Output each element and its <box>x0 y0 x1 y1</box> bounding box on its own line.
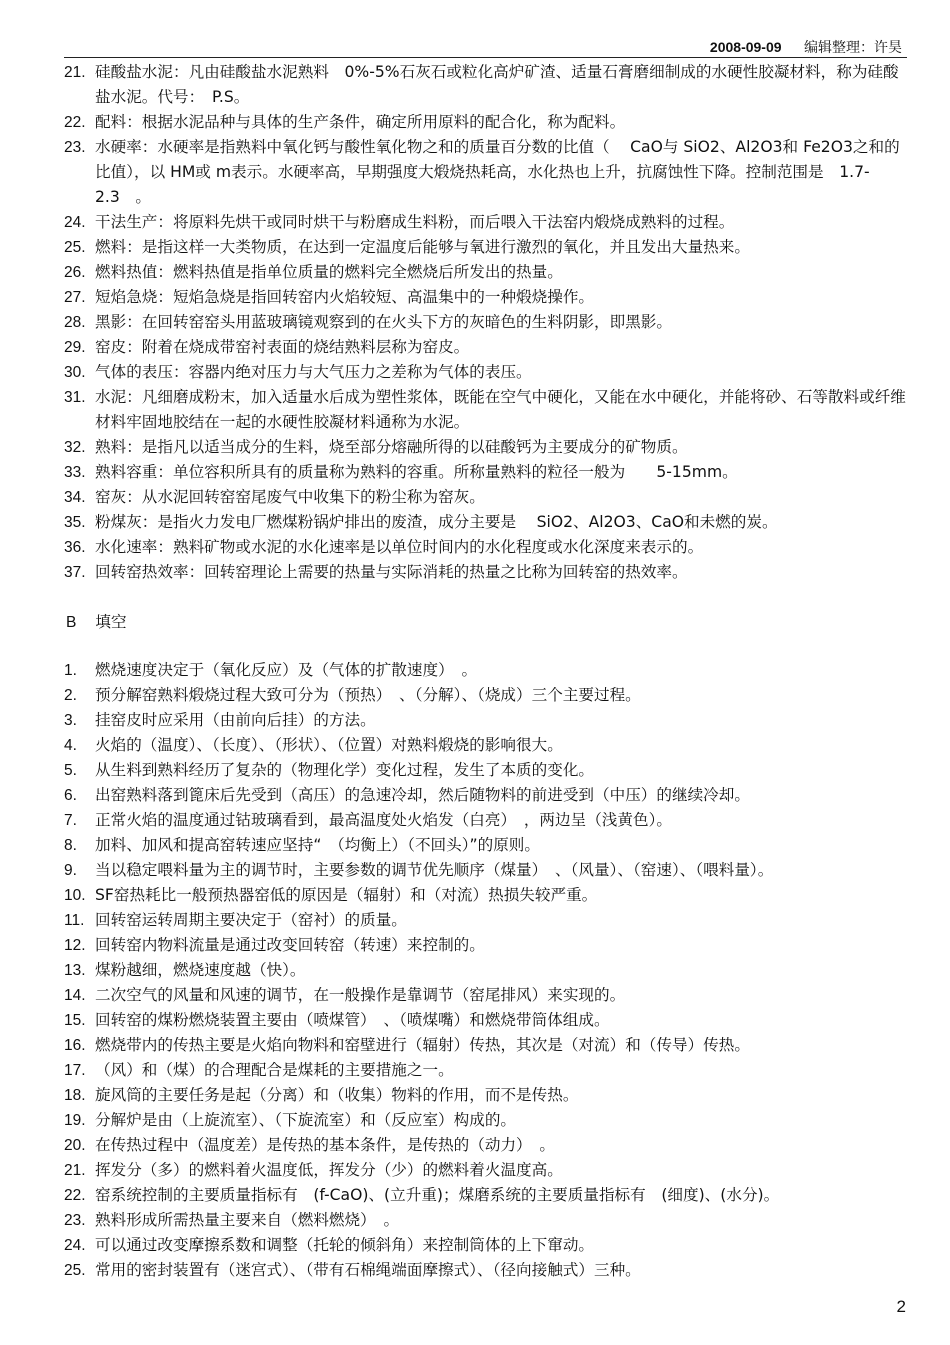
list-item <box>64 260 909 285</box>
item-text: 火焰的（温度）、（长度）、（形状）、（位置）对熟料煅烧的影响很大。 <box>95 736 563 754</box>
item-number: 21. <box>64 1162 86 1179</box>
item-text: 短焰急烧：短焰急烧是指回转窑内火焰较短、高温集中的一种煅烧操作。 <box>95 288 595 306</box>
item-number: 17. <box>64 1062 86 1079</box>
header-editor: 编辑整理：许昊 <box>804 40 902 56</box>
item-text: 常用的密封装置有（迷宫式）、（带有石棉绳端面摩擦式）、（径向接触式）三种。 <box>95 1261 641 1279</box>
header-rule <box>64 57 907 58</box>
list-item <box>64 1008 909 1033</box>
item-number: 3. <box>64 712 77 729</box>
item-text: 在传热过程中（温度差）是传热的基本条件，是传热的（动力） 。 <box>95 1136 556 1154</box>
item-number: 29. <box>64 339 86 356</box>
item-number: 2. <box>64 687 77 704</box>
list-item <box>64 460 909 485</box>
fill-in-list <box>64 658 909 1283</box>
item-number: 20. <box>64 1137 86 1154</box>
list-item <box>64 310 909 335</box>
list-item <box>64 783 909 808</box>
item-text: 水化速率：熟料矿物或水泥的水化速率是以单位时间内的水化程度或水化深度来表示的。 <box>95 538 704 556</box>
list-item <box>64 485 909 510</box>
item-text: 二次空气的风量和风速的调节，在一般操作是靠调节（窑尾排风）来实现的。 <box>95 986 626 1004</box>
item-text: 熟料形成所需热量主要来自（燃料燃烧） 。 <box>95 1211 400 1229</box>
item-number: 13. <box>64 962 86 979</box>
item-text: 当以稳定喂料量为主的调节时，主要参数的调节优先顺序（煤量） 、（风量）、（窑速）、（喂料量）。 <box>95 861 774 879</box>
item-text: 燃料热值：燃料热值是指单位质量的燃料完全燃烧后所发出的热量。 <box>95 263 563 281</box>
list-item <box>64 360 909 385</box>
item-number: 11. <box>64 912 85 929</box>
item-number: 36. <box>64 539 86 556</box>
item-text: 窑系统控制的主要质量指标有 (f-CaO)、(立升重)；煤磨系统的主要质量指标有 (细度)、(水分)。 <box>95 1186 780 1204</box>
page-header <box>710 37 902 57</box>
list-item <box>64 908 909 933</box>
list-item <box>64 733 909 758</box>
list-item <box>64 135 909 210</box>
list-item <box>64 535 909 560</box>
list-item <box>64 658 909 683</box>
list-item <box>64 1233 909 1258</box>
item-text: 燃料：是指这样一大类物质，在达到一定温度后能够与氧进行激烈的氧化，并且发出大量热来。 <box>95 238 750 256</box>
list-item <box>64 560 909 585</box>
list-item <box>64 1258 909 1283</box>
item-number: 9. <box>64 862 77 879</box>
item-number: 23. <box>64 1212 86 1229</box>
item-number: 8. <box>64 837 77 854</box>
item-text: 挂窑皮时应采用（由前向后挂）的方法。 <box>95 711 376 729</box>
item-number: 21. <box>64 64 86 81</box>
item-number: 12. <box>64 937 86 954</box>
item-text: 粉煤灰：是指火力发电厂燃煤粉锅炉排出的废渣，成分主要是 SiO2、Al2O3、CaO和未燃的炭。 <box>95 513 778 531</box>
item-number: 18. <box>64 1087 86 1104</box>
item-number: 5. <box>64 762 77 779</box>
item-number: 4. <box>64 737 77 754</box>
document-body <box>64 60 909 1283</box>
item-text: 回转窑内物料流量是通过改变回转窑（转速）来控制的。 <box>95 936 485 954</box>
item-number: 24. <box>64 1237 86 1254</box>
list-item <box>64 510 909 535</box>
item-number: 16. <box>64 1037 86 1054</box>
item-text: 燃烧带内的传热主要是火焰向物料和窑壁进行（辐射）传热，其次是（对流）和（传导）传热。 <box>95 1036 750 1054</box>
item-text: 熟料：是指凡以适当成分的生料，烧至部分熔融所得的以硅酸钙为主要成分的矿物质。 <box>95 438 688 456</box>
item-number: 30. <box>64 364 86 381</box>
item-number: 15. <box>64 1012 86 1029</box>
list-item <box>64 808 909 833</box>
list-item <box>64 1058 909 1083</box>
list-item <box>64 285 909 310</box>
list-item <box>64 335 909 360</box>
section-title: 填空 <box>95 613 127 631</box>
item-number: 6. <box>64 787 77 804</box>
item-number: 34. <box>64 489 86 506</box>
item-text: 回转窑的煤粉燃烧装置主要由（喷煤管） 、（喷煤嘴）和燃烧带筒体组成。 <box>95 1011 610 1029</box>
item-text: 燃烧速度决定于（氧化反应）及（气体的扩散速度） 。 <box>95 661 478 679</box>
item-number: 19. <box>64 1112 86 1129</box>
list-item <box>64 858 909 883</box>
list-item <box>64 235 909 260</box>
item-number: 25. <box>64 1262 86 1279</box>
list-item <box>64 1208 909 1233</box>
definitions-list <box>64 60 909 585</box>
list-item <box>64 1133 909 1158</box>
item-text: 干法生产：将原料先烘干或同时烘干与粉磨成生料粉，而后喂入干法窑内煅烧成熟料的过程。 <box>95 213 735 231</box>
list-item <box>64 983 909 1008</box>
item-text: 出窑熟料落到篦床后先受到（高压）的急速冷却，然后随物料的前进受到（中压）的继续冷却。 <box>95 786 750 804</box>
item-text: 回转窑热效率：回转窑理论上需要的热量与实际消耗的热量之比称为回转窑的热效率。 <box>95 563 688 581</box>
item-number: 23. <box>64 139 86 156</box>
header-date: 2008-09-09 <box>709 39 782 55</box>
list-item <box>64 60 909 110</box>
list-item <box>64 210 909 235</box>
item-text: 硅酸盐水泥：凡由硅酸盐水泥熟料 0%-5%石灰石或粒化高炉矿渣、适量石膏磨细制成的水硬性胶凝材料，称为硅酸盐水泥。代号： P.S。 <box>95 63 899 106</box>
list-item <box>64 883 909 908</box>
list-item <box>64 758 909 783</box>
item-text: 正常火焰的温度通过钴玻璃看到，最高温度处火焰发（白亮） ，两边呈（浅黄色）。 <box>95 811 672 829</box>
item-text: 回转窑运转周期主要决定于（窑衬）的质量。 <box>95 911 407 929</box>
item-text: 预分解窑熟料煅烧过程大致可分为（预热） 、（分解）、（烧成）三个主要过程。 <box>95 686 641 704</box>
item-text: SF窑热耗比一般预热器窑低的原因是（辐射）和（对流）热损失较严重。 <box>95 886 598 904</box>
item-number: 10. <box>64 887 86 904</box>
list-item <box>64 933 909 958</box>
item-text: 配料：根据水泥品种与具体的生产条件，确定所用原料的配合化，称为配料。 <box>95 113 626 131</box>
list-item <box>64 385 909 435</box>
item-text: 煤粉越细，燃烧速度越（快）。 <box>95 961 306 979</box>
item-text: 水硬率：水硬率是指熟料中氧化钙与酸性氧化物之和的质量百分数的比值（ CaO与 SiO2、Al2O3和 Fe2O3之和的比值），以 HM或 m表示。水硬率高，早期强度大煅烧热耗高，水化热也上升，抗腐蚀性下降。控制范围是 1.7-2.3 。 <box>95 138 900 206</box>
item-text: 从生料到熟料经历了复杂的（物理化学）变化过程，发生了本质的变化。 <box>95 761 595 779</box>
item-text: 分解炉是由（上旋流室）、（下旋流室）和（反应室）构成的。 <box>95 1111 517 1129</box>
page-number: 2 <box>896 1297 906 1316</box>
item-number: 24. <box>64 214 86 231</box>
item-number: 1. <box>64 662 77 679</box>
item-text: 旋风筒的主要任务是起（分离）和（收集）物料的作用，而不是传热。 <box>95 1086 579 1104</box>
list-item <box>64 708 909 733</box>
item-number: 26. <box>64 264 86 281</box>
list-item <box>64 1108 909 1133</box>
item-text: 水泥：凡细磨成粉末，加入适量水后成为塑性浆体，既能在空气中硬化，又能在水中硬化，并能将砂、石等散料或纤维材料牢固地胶结在一起的水硬性胶凝材料通称为水泥。 <box>95 388 906 431</box>
section-letter: B <box>66 614 77 631</box>
item-number: 28. <box>64 314 86 331</box>
list-item <box>64 110 909 135</box>
item-text: 熟料容重：单位容积所具有的质量称为熟料的容重。所称量熟料的粒径一般为 5-15mm。 <box>95 463 738 481</box>
item-number: 35. <box>64 514 86 531</box>
list-item <box>64 1083 909 1108</box>
item-text: 窑灰：从水泥回转窑窑尾废气中收集下的粉尘称为窑灰。 <box>95 488 485 506</box>
list-item <box>64 1033 909 1058</box>
item-text: 黑影：在回转窑窑头用蓝玻璃镜观察到的在火头下方的灰暗色的生料阴影，即黑影。 <box>95 313 672 331</box>
section-b-heading <box>66 610 909 635</box>
item-text: （风）和（煤）的合理配合是煤耗的主要措施之一。 <box>95 1061 454 1079</box>
list-item <box>64 1158 909 1183</box>
list-item <box>64 435 909 460</box>
item-number: 25. <box>64 239 86 256</box>
item-number: 22. <box>64 114 86 131</box>
item-text: 加料、加风和提高窑转速应坚持“ （均衡上）（不回头）”的原则。 <box>95 836 540 854</box>
item-number: 7. <box>64 812 77 829</box>
item-text: 可以通过改变摩擦系数和调整（托轮的倾斜角）来控制筒体的上下窜动。 <box>95 1236 595 1254</box>
item-number: 27. <box>64 289 86 306</box>
item-number: 33. <box>64 464 86 481</box>
item-number: 37. <box>64 564 86 581</box>
item-number: 32. <box>64 439 86 456</box>
list-item <box>64 1183 909 1208</box>
list-item <box>64 958 909 983</box>
item-number: 22. <box>64 1187 86 1204</box>
item-text: 挥发分（多）的燃料着火温度低，挥发分（少）的燃料着火温度高。 <box>95 1161 563 1179</box>
item-text: 窑皮：附着在烧成带窑衬表面的烧结熟料层称为窑皮。 <box>95 338 470 356</box>
item-number: 14. <box>64 987 86 1004</box>
list-item <box>64 683 909 708</box>
item-text: 气体的表压：容器内绝对压力与大气压力之差称为气体的表压。 <box>95 363 532 381</box>
item-number: 31. <box>64 389 86 406</box>
list-item <box>64 833 909 858</box>
